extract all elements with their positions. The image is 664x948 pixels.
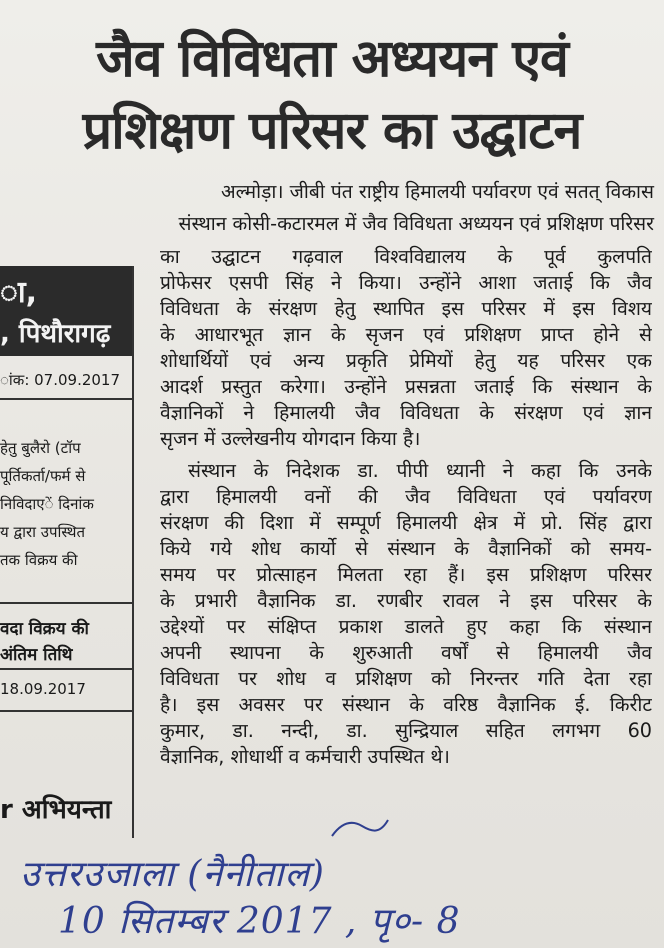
ad-body-line: य द्वारा उपस्थित bbox=[0, 523, 86, 541]
article-line: का उद्घाटन गढ़वाल विश्वविद्यालय के पूर्व कुलपति bbox=[160, 245, 652, 268]
article-line: के प्रभारी वैज्ञानिक डा. रणबीर रावल ने इस परिसर के bbox=[160, 589, 652, 612]
ad-footer: r अभियन्ता bbox=[0, 795, 112, 825]
ad-deadline: 18.09.2017 bbox=[0, 680, 86, 698]
article-lead-line-1: अल्मोड़ा। जीबी पंत राष्ट्रीय हिमालयी पर्यावरण एवं सतत् विकास bbox=[220, 180, 654, 203]
article-line: आदर्श प्रस्तुत करेगा। उन्होंने प्रसन्नता जताई कि संस्थान के bbox=[160, 375, 652, 398]
ad-table-title-1: वदा विक्रय की bbox=[0, 619, 89, 639]
article-line: किये गये शोध कार्यो से संस्थान के वैज्ञानिकों को समय- bbox=[160, 537, 652, 560]
tender-notice-ad bbox=[0, 266, 134, 838]
handwritten-date-page: 10 सितम्बर 2017 , पृ०- 8 bbox=[58, 901, 461, 942]
article-line: कुमार, डा. नन्दी, डा. सुन्द्रियाल सहित लगभग 60 bbox=[160, 719, 652, 742]
headline-line-1: जैव विविधता अध्ययन एवं bbox=[96, 29, 568, 89]
article-line: के आधारभूत ज्ञान के सृजन एवं प्रशिक्षण प्राप्त होने से bbox=[160, 323, 652, 346]
article-lead-line-2: संस्थान कोसी-कटारमल में जैव विविधता अध्ययन एवं प्रशिक्षण परिसर bbox=[178, 212, 654, 235]
ad-body-line: पूर्तिकर्ता/फर्म से bbox=[0, 467, 86, 485]
ad-body-line: निविदाएें दिनांक bbox=[0, 495, 94, 513]
article-line: समय पर प्रोत्साहन मिलता रहा हैं। इस प्रशिक्षण परिसर bbox=[160, 563, 652, 586]
ad-header-line-1: ा, bbox=[0, 275, 37, 310]
ad-header-band bbox=[0, 266, 132, 356]
handwritten-mark-icon bbox=[330, 816, 390, 840]
ad-date: ांक: 07.09.2017 bbox=[0, 371, 121, 389]
ad-divider bbox=[0, 668, 132, 670]
article-line: संस्थान के निदेशक डा. पीपी ध्यानी ने कहा कि उनके bbox=[188, 459, 652, 482]
article-line: है। इस अवसर पर संस्थान के वरिष्ठ वैज्ञानिक ई. किरीट bbox=[160, 693, 652, 716]
ad-table-title-2: अंतिम तिथि bbox=[0, 645, 73, 665]
article-line: सृजन में उल्लेखनीय योगदान किया है। bbox=[160, 427, 421, 450]
article-line: अपनी स्थापना के शुरुआती वर्षों से हिमालयी जैव bbox=[160, 641, 652, 664]
article-line: द्वारा हिमालयी वनों की जैव विविधता एवं पर्यावरण bbox=[160, 485, 652, 508]
article-line: वैज्ञानिकों ने हिमालयी जैव विविधता के संरक्षण एवं ज्ञान bbox=[160, 401, 652, 424]
ad-divider bbox=[0, 602, 132, 604]
ad-body-line: तक विक्रय की bbox=[0, 551, 78, 569]
article-paragraph-1 bbox=[160, 244, 652, 452]
article-line: विविधता पर शोध व प्रशिक्षण को निरन्तर गति देता रहा bbox=[160, 667, 652, 690]
ad-body-line: हेतु बुलैरो (टॉप bbox=[0, 439, 81, 457]
article-line: उद्देश्यों पर संक्षिप्त प्रकाश डालते हुए कहा कि संस्थान bbox=[160, 615, 652, 638]
article-line: संरक्षण की दिशा में सम्पूर्ण हिमालयी क्षेत्र में प्रो. सिंह द्वारा bbox=[160, 511, 652, 534]
article-line: विविधता के संरक्षण हेतु स्थापित इस परिसर में इस विशय bbox=[160, 297, 652, 320]
ad-divider bbox=[0, 710, 132, 712]
headline-line-2: प्रशिक्षण परिसर का उद्घाटन bbox=[82, 101, 582, 161]
article-line: प्रोफेसर एसपी सिंह ने किया। उन्होंने आशा जताई कि जैव bbox=[160, 271, 652, 294]
article-line: शोधार्थियों एवं अन्य प्रकृति प्रेमियों हेतु यह परिसर एक bbox=[160, 349, 652, 372]
article-line: वैज्ञानिक, शोधार्थी व कर्मचारी उपस्थित थे। bbox=[160, 745, 450, 768]
ad-divider bbox=[0, 398, 132, 400]
article-paragraph-2 bbox=[160, 458, 652, 770]
handwritten-source: उत्तरउजाला (नैनीताल) bbox=[20, 854, 325, 895]
ad-header-line-2: , पिथौरागढ़ bbox=[0, 319, 111, 349]
